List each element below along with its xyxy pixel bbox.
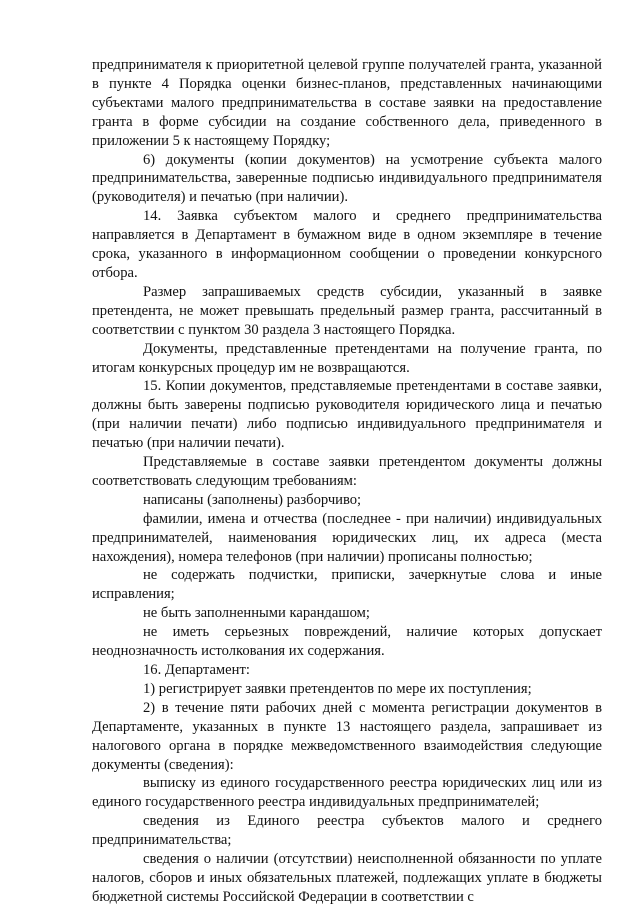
- paragraph: не быть заполненными карандашом;: [143, 605, 370, 622]
- paragraph: 2) в течение пяти рабочих дней с момента регистрации документов в Департаменте, указанных в пункте 13 настоящего раздела, запрашивает из налогового органа в порядке межведомственного взаимодействия следующие документы (сведения):: [92, 699, 602, 773]
- paragraph: Размер запрашиваемых средств субсидии, указанный в заявке претендента, не может превышать предельный размер гранта, рассчитанный в соответствии с пунктом 30 раздела 3 настоящего Порядка.: [92, 283, 602, 338]
- paragraph: 6) документы (копии документов) на усмотрение субъекта малого предпринимательства, заверенные подписью индивидуального предпринимателя (руководителя) и печатью (при наличии).: [92, 151, 602, 206]
- paragraph: сведения о наличии (отсутствии) неисполненной обязанности по уплате налогов, сборов и иных обязательных платежей, подлежащих уплате в бюджеты бюджетной системы Российской Федерации в соответствии с: [92, 851, 602, 905]
- paragraph: Представляемые в составе заявки претендентом документы должны соответствовать следующим требованиям:: [92, 454, 602, 489]
- document-page: [92, 56, 602, 907]
- paragraph: не содержать подчистки, приписки, зачеркнутые слова и иные исправления;: [92, 567, 602, 603]
- paragraph: 1) регистрирует заявки претендентов по мере их поступления;: [143, 680, 532, 697]
- paragraph: выписку из единого государственного реестра юридических лиц или из единого государственного реестра индивидуальных предпринимателей;: [92, 775, 602, 811]
- paragraph: Документы, представленные претендентами на получение гранта, по итогам конкурсных процедур им не возвращаются.: [92, 340, 602, 376]
- paragraph: не иметь серьезных повреждений, наличие которых допускает неоднозначность истолкования их содержания.: [92, 624, 602, 660]
- paragraph: сведения из Единого реестра субъектов малого и среднего предпринимательства;: [92, 813, 602, 849]
- paragraph: 15. Копии документов, представляемые претендентами в составе заявки, должны быть заверены подписью руководителя юридического лица и печатью (при наличии печати) либо подписью индивидуального предпринимателя и печатью (при наличии печати).: [92, 378, 602, 452]
- paragraph: фамилии, имена и отчества (последнее - при наличии) индивидуальных предпринимателей, наименования юридических лиц, их адреса (места нахождения), номера телефонов (при наличии) прописаны полностью;: [92, 510, 602, 565]
- paragraph: предпринимателя к приоритетной целевой группе получателей гранта, указанной в пункте 4 Порядка оценки бизнес-планов, представленных начинающими субъектами малого предпринимательства в составе заявки на предоставление гранта в форме субсидии на создание собственного дела, приведенного в приложении 5 к настоящему Порядку;: [92, 57, 602, 149]
- paragraph: написаны (заполнены) разборчиво;: [143, 491, 362, 508]
- paragraph: 14. Заявка субъектом малого и среднего предпринимательства направляется в Департамент в бумажном виде в одном экземпляре в течение срока, указанного в информационном сообщении о проведении конкурсного отбора.: [92, 208, 602, 281]
- paragraph: 16. Департамент:: [143, 662, 250, 678]
